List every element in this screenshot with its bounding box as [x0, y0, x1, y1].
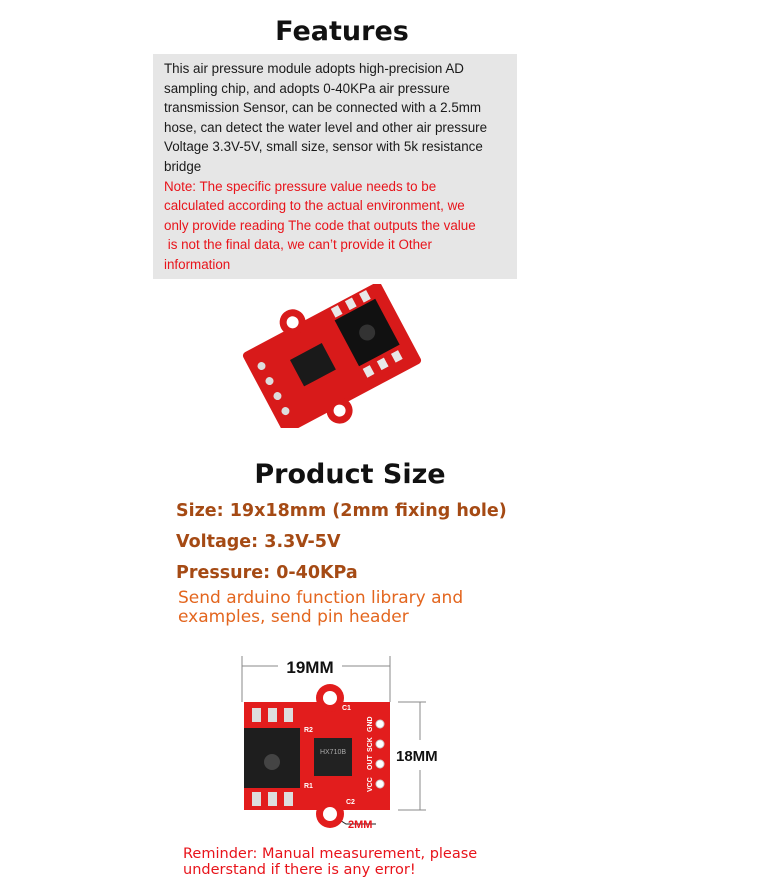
reminder-text: Reminder: Manual measurement, please understand if there is any error! — [183, 846, 478, 878]
module-photo — [232, 284, 432, 428]
spec-extras: Send arduino function library and examples, send pin header — [178, 588, 464, 627]
spec-voltage: Voltage: 3.3V-5V — [176, 532, 341, 552]
features-note: Note: The specific pressure value needs to be calculated according to the actual environment, we only provide reading The code that outputs the value is not the final data, we can’t provide it Other information — [164, 178, 476, 272]
product-size-title: Product Size — [254, 459, 446, 490]
features-description: This air pressure module adopts high-precision AD sampling chip, and adopts 0-40KPa air pressure transmission Sensor, can be connected with a 2.5mm hose, can detect the water level and other air pressure Voltage 3.3V-5V, small size, sensor with 5k resistance bridge — [164, 61, 488, 174]
spec-pressure: Pressure: 0-40KPa — [176, 563, 358, 583]
height-label: 18MM — [396, 748, 438, 765]
label-c2: C2 — [346, 799, 355, 806]
width-label: 19MM — [286, 658, 334, 677]
label-r2: R2 — [304, 727, 313, 734]
spec-size: Size: 19x18mm (2mm fixing hole) — [176, 501, 507, 521]
features-title: Features — [275, 16, 409, 47]
features-box — [153, 54, 517, 279]
pin-sck: SCK — [367, 737, 374, 752]
label-r1: R1 — [304, 783, 313, 790]
pin-vcc: VCC — [367, 777, 374, 792]
pin-gnd: GND — [367, 716, 374, 732]
pin-out: OUT — [367, 755, 374, 770]
label-c1: C1 — [342, 705, 351, 712]
hole-label: 2MM — [348, 819, 373, 831]
chip-label: HX710B — [319, 749, 347, 756]
dimension-diagram — [236, 652, 446, 834]
